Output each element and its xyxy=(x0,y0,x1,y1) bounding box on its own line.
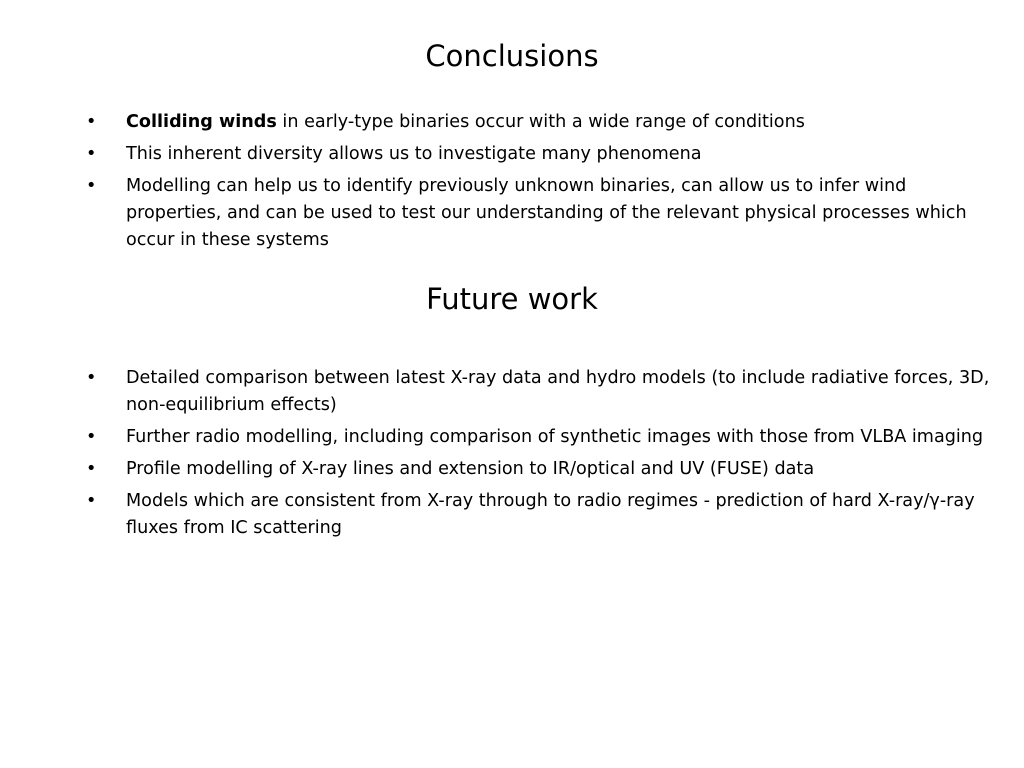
bullet-icon: • xyxy=(86,491,97,511)
future-work-heading: Future work xyxy=(426,282,598,316)
conclusions-heading: Conclusions xyxy=(425,39,599,73)
conclusions-item-1 xyxy=(0,109,1000,136)
future-work-item-3 xyxy=(0,456,1000,483)
item-text: Modelling can help us to identify previously unknown binaries, can allow us to infer wind properties, and can be used to test our understanding of the relevant physical processes which occur in these systems xyxy=(126,176,967,250)
bullet-icon: • xyxy=(86,112,97,132)
item-text: Models which are consistent from X-ray through to radio regimes - prediction of hard X-ray/γ-ray fluxes from IC scattering xyxy=(126,491,975,538)
item-text: in early-type binaries occur with a wide range of conditions xyxy=(276,112,805,132)
bullet-icon: • xyxy=(86,368,97,388)
conclusions-item-3 xyxy=(0,173,1000,254)
item-text: This inherent diversity allows us to investigate many phenomena xyxy=(126,144,702,164)
conclusions-item-2 xyxy=(0,141,1000,168)
future-work-item-1 xyxy=(0,365,1000,419)
bold-term: Colliding winds xyxy=(126,112,277,132)
item-text: Profile modelling of X-ray lines and extension to IR/optical and UV (FUSE) data xyxy=(126,459,815,479)
bullet-icon: • xyxy=(86,427,97,447)
item-text: Detailed comparison between latest X-ray data and hydro models (to include radiative forces, 3D, non-equilibrium effects) xyxy=(126,368,990,415)
future-work-item-4 xyxy=(0,488,1000,542)
future-work-item-2 xyxy=(0,424,1000,451)
bullet-icon: • xyxy=(86,176,97,196)
bullet-icon: • xyxy=(86,459,97,479)
item-text: Further radio modelling, including comparison of synthetic images with those from VLBA imaging xyxy=(126,427,984,447)
conclusions-list xyxy=(0,109,1000,259)
future-work-list xyxy=(0,365,1000,547)
bullet-icon: • xyxy=(86,144,97,164)
